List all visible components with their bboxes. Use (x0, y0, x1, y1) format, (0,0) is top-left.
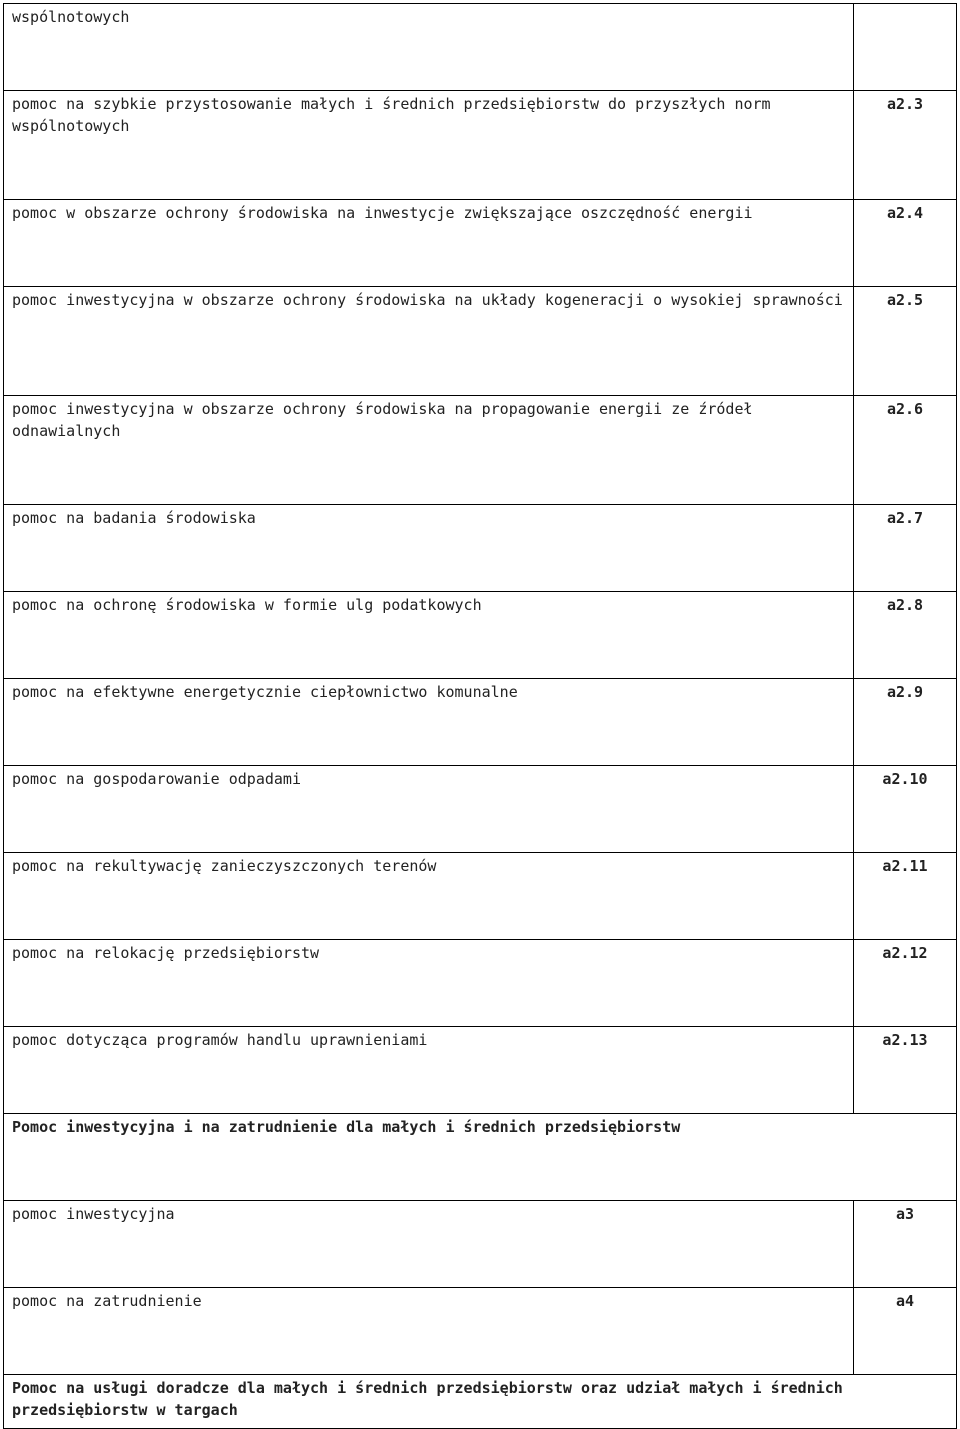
row-description: pomoc inwestycyjna (4, 1201, 854, 1288)
row-code: a2.8 (854, 592, 957, 679)
row-description: pomoc na zatrudnienie (4, 1288, 854, 1375)
table-row (4, 200, 957, 287)
row-code: a2.5 (854, 287, 957, 396)
section-heading-row (4, 1375, 957, 1429)
row-code: a2.9 (854, 679, 957, 766)
table-row (4, 853, 957, 940)
table-row (4, 766, 957, 853)
row-description: pomoc na ochronę środowiska w formie ulg podatkowych (4, 592, 854, 679)
row-code: a2.13 (854, 1027, 957, 1114)
row-code: a2.11 (854, 853, 957, 940)
document-page (3, 3, 956, 1429)
row-description: pomoc na szybkie przystosowanie małych i średnich przedsiębiorstw do przyszłych norm wspólnotowych (4, 91, 854, 200)
section-heading-row (4, 1114, 957, 1201)
section-heading-investment-employment: Pomoc inwestycyjna i na zatrudnienie dla małych i średnich przedsiębiorstw (4, 1114, 957, 1201)
table-row (4, 287, 957, 396)
row-code (854, 4, 957, 91)
row-description: pomoc dotycząca programów handlu uprawnieniami (4, 1027, 854, 1114)
table-row (4, 91, 957, 200)
table-row (4, 4, 957, 91)
row-code: a2.7 (854, 505, 957, 592)
row-code: a2.6 (854, 396, 957, 505)
row-description: pomoc w obszarze ochrony środowiska na inwestycje zwiększające oszczędność energii (4, 200, 854, 287)
row-code: a2.12 (854, 940, 957, 1027)
row-description: pomoc inwestycyjna w obszarze ochrony środowiska na propagowanie energii ze źródeł odnawialnych (4, 396, 854, 505)
row-code: a2.4 (854, 200, 957, 287)
row-description: pomoc na relokację przedsiębiorstw (4, 940, 854, 1027)
section-heading-advisory: Pomoc na usługi doradcze dla małych i średnich przedsiębiorstw oraz udział małych i średnich przedsiębiorstw w targach (4, 1375, 957, 1429)
row-code: a4 (854, 1288, 957, 1375)
row-description: pomoc na badania środowiska (4, 505, 854, 592)
table-row (4, 1027, 957, 1114)
row-code: a2.10 (854, 766, 957, 853)
aid-category-table (3, 3, 957, 1429)
table-row (4, 679, 957, 766)
row-description: pomoc na efektywne energetycznie ciepłownictwo komunalne (4, 679, 854, 766)
row-description: pomoc na gospodarowanie odpadami (4, 766, 854, 853)
table-row (4, 1201, 957, 1288)
table-row (4, 940, 957, 1027)
row-code: a3 (854, 1201, 957, 1288)
table-row (4, 396, 957, 505)
row-description: pomoc na rekultywację zanieczyszczonych terenów (4, 853, 854, 940)
row-description: wspólnotowych (4, 4, 854, 91)
table-row (4, 1288, 957, 1375)
table-row (4, 592, 957, 679)
row-code: a2.3 (854, 91, 957, 200)
table-row (4, 505, 957, 592)
row-description: pomoc inwestycyjna w obszarze ochrony środowiska na układy kogeneracji o wysokiej sprawności (4, 287, 854, 396)
